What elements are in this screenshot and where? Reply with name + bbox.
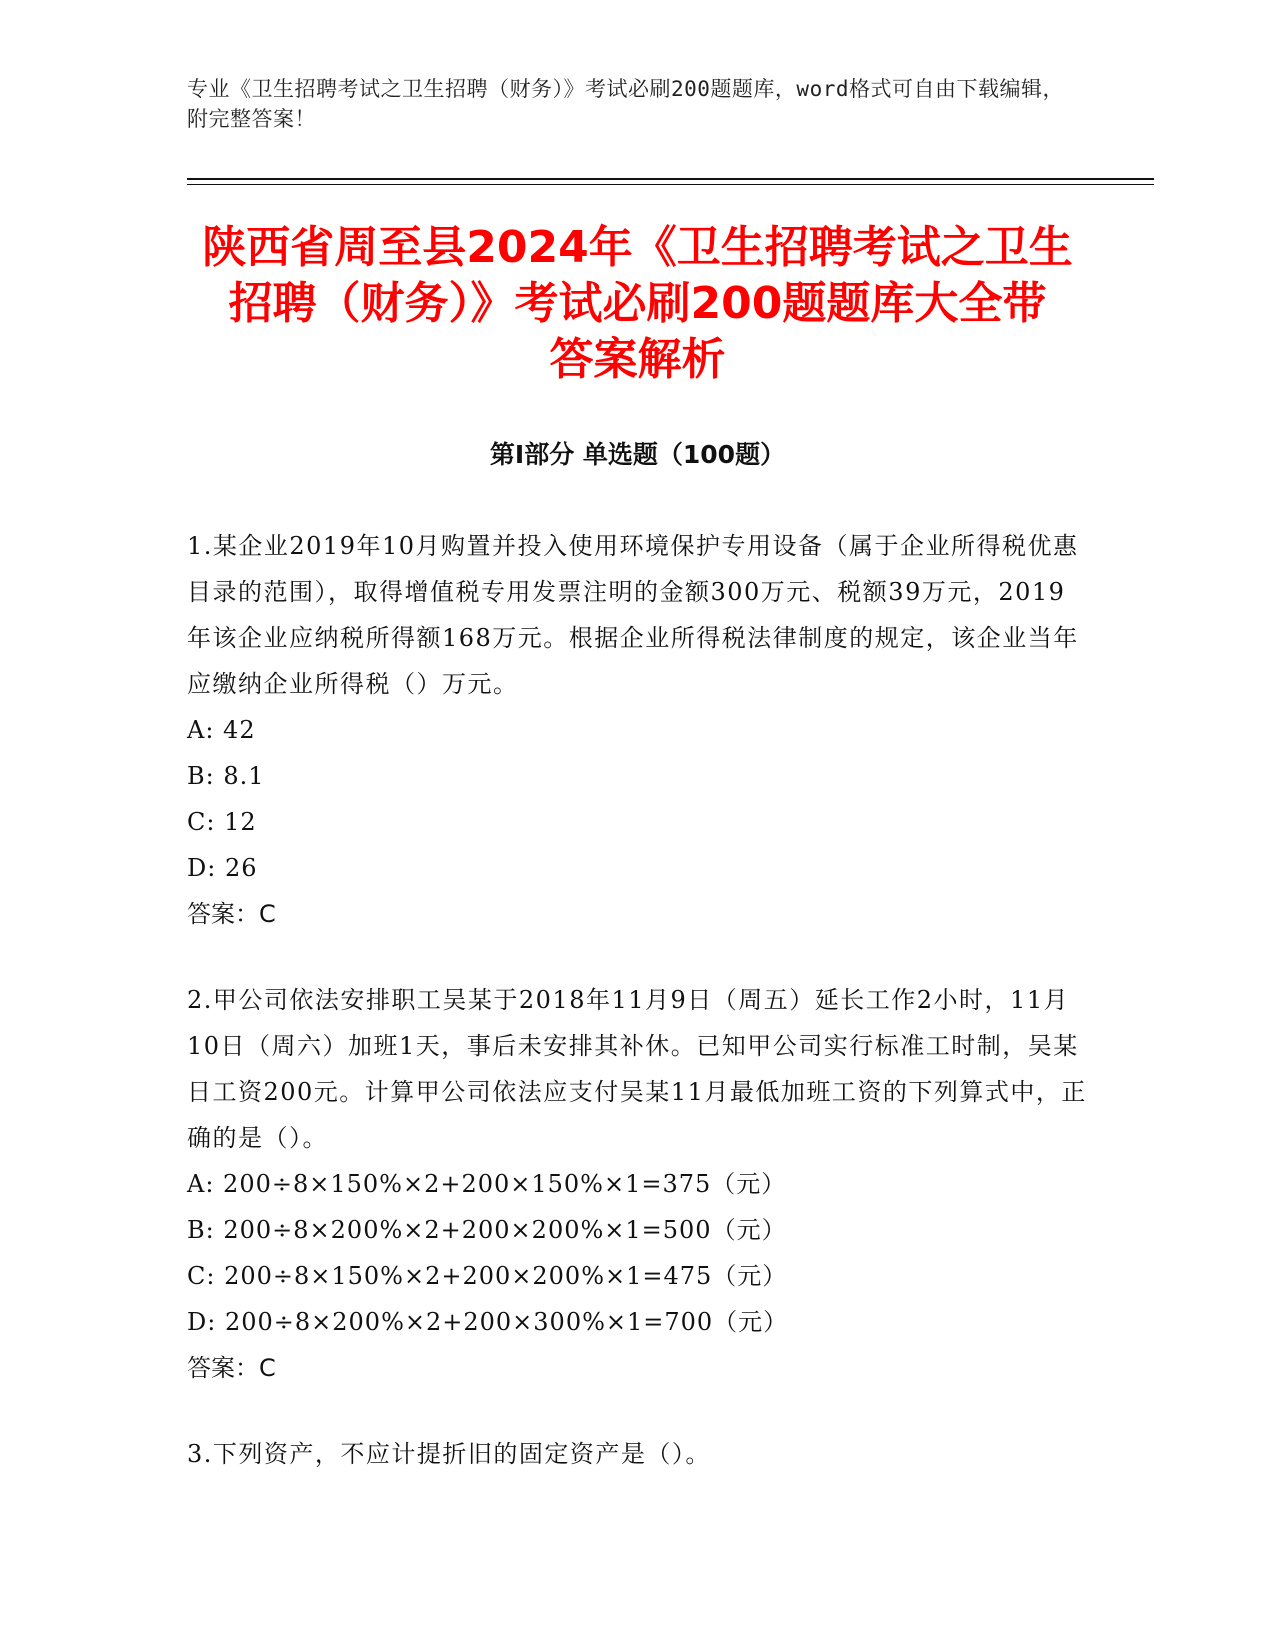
document-title (150, 220, 1125, 388)
option-d: D: 26 (187, 854, 258, 882)
option-c: C: 200÷8×150%×2+200×200%×1=475（元） (187, 1262, 788, 1290)
question-1 (187, 523, 1087, 937)
option-b: B: 8.1 (187, 762, 265, 790)
title-line-1: 陕西省周至县2024年《卫生招聘考试之卫生 (202, 222, 1073, 273)
question-2 (187, 977, 1087, 1391)
header-rule-thin (187, 184, 1154, 185)
answer: 答案：C (187, 1354, 276, 1382)
section-heading: 第Ⅰ部分 单选题（100题） (489, 440, 786, 469)
option-c: C: 12 (187, 808, 257, 836)
option-b: B: 200÷8×200%×2+200×200%×1=500（元） (187, 1216, 787, 1244)
title-line-3: 答案解析 (549, 334, 726, 385)
header-rule-thick (187, 178, 1154, 180)
title-line-2: 招聘（财务）》考试必刷200题题库大全带 (228, 278, 1047, 329)
option-a: A: 200÷8×150%×2+200×150%×1=375（元） (187, 1170, 787, 1198)
answer: 答案：C (187, 900, 276, 928)
header-note: 专业《卫生招聘考试之卫生招聘（财务）》考试必刷200题题库，word格式可自由下载编辑，附完整答案！ (187, 77, 1064, 131)
question-stem: 3.下列资产，不应计提折旧的固定资产是（）。 (187, 1440, 711, 1468)
question-stem: 1.某企业2019年10月购置并投入使用环境保护专用设备（属于企业所得税优惠目录的范围），取得增值税专用发票注明的金额300万元、税额39万元，2019年该企业应纳税所得额168万元。根据企业所得税法律制度的规定，该企业当年应缴纳企业所得税（）万元。 (187, 532, 1079, 698)
question-stem: 2.甲公司依法安排职工吴某于2018年11月9日（周五）延长工作2小时，11月10日（周六）加班1天，事后未安排其补休。已知甲公司实行标准工时制，吴某日工资200元。计算甲公司依法应支付吴某11月最低加班工资的下列算式中，正确的是（）。 (187, 986, 1087, 1152)
option-a: A: 42 (187, 716, 256, 744)
question-3 (187, 1431, 1087, 1477)
option-d: D: 200÷8×200%×2+200×300%×1=700（元） (187, 1308, 789, 1336)
